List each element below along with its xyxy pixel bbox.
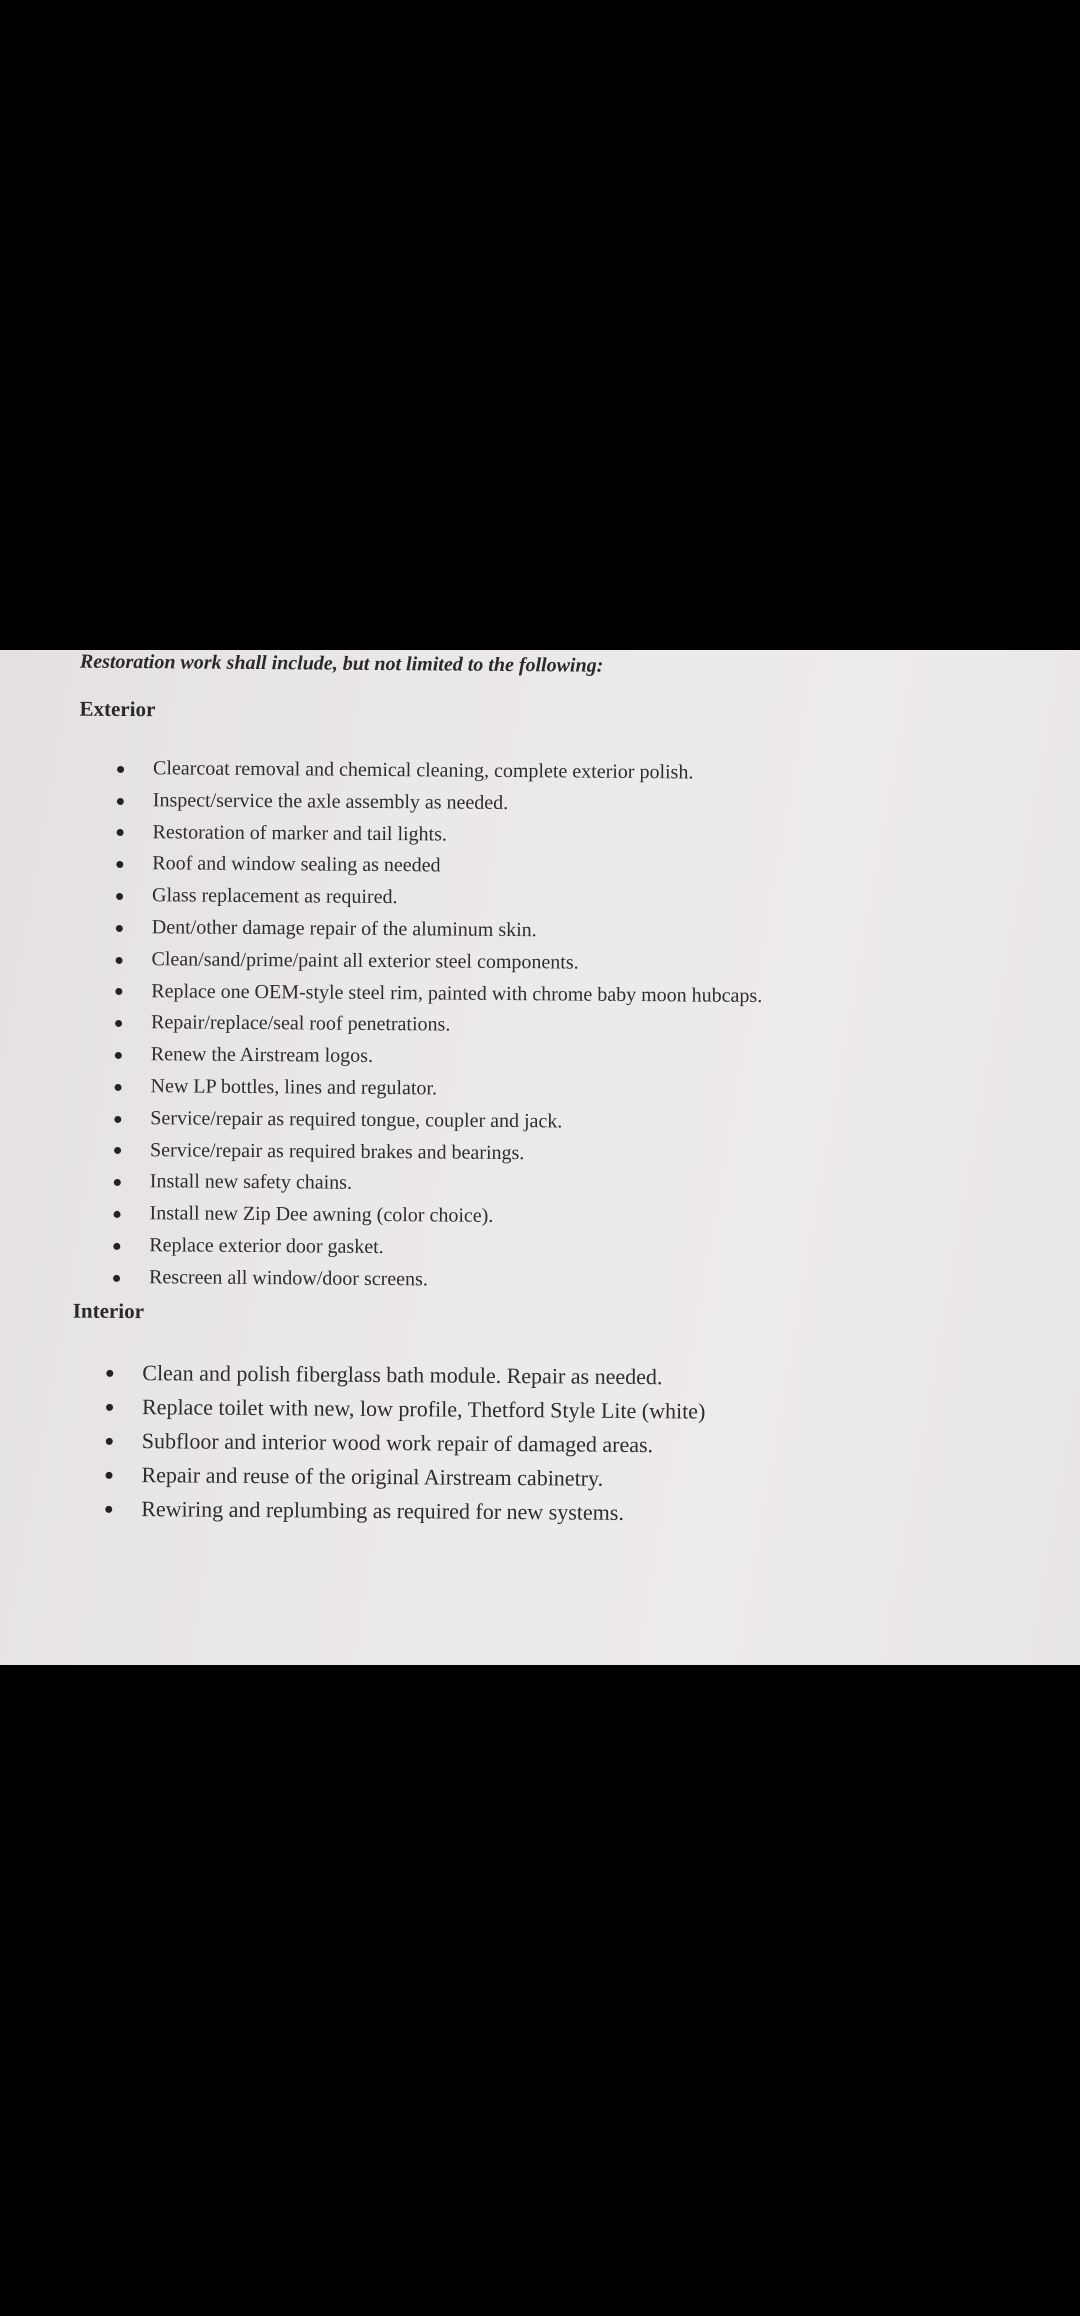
bullet-icon [114,1211,121,1218]
bullet-icon [115,1052,122,1059]
bullet-icon [114,1179,121,1186]
list-item-text: Replace one OEM-style steel rim, painted with chrome baby moon hubcaps. [151,979,763,1007]
bullet-icon [116,957,123,964]
bullet-icon [116,893,123,900]
list-item [116,848,763,885]
bullet-icon [106,1404,113,1411]
list-item [117,785,764,822]
list-item-text: Repair and reuse of the original Airstream cabinetry. [141,1462,604,1491]
bullet-icon [115,988,122,995]
bullet-icon [113,1243,120,1250]
bullet-icon [116,925,123,932]
bullet-icon [115,1084,122,1091]
bullet-icon [105,1506,112,1513]
list-item [105,1458,705,1497]
exterior-list [113,753,764,1299]
list-item [114,1103,761,1140]
interior-list [105,1356,706,1531]
list-item-text: Install new Zip Dee awning (color choice). [149,1202,494,1228]
list-item-text: Roof and window sealing as needed [152,852,441,877]
list-item [116,880,763,917]
list-item [106,1356,706,1395]
list-item-text: Install new safety chains. [149,1170,353,1195]
list-item-text: New LP bottles, lines and regulator. [150,1075,438,1100]
list-item [106,1390,706,1429]
list-item-text: Clean and polish fiberglass bath module. Repair as needed. [142,1360,663,1390]
section-heading-exterior: Exterior [79,696,156,722]
bullet-icon [113,1275,120,1282]
list-item-text: Service/repair as required brakes and bearings. [149,1138,525,1164]
list-item [115,944,762,981]
bullet-icon [114,1116,121,1123]
bullet-icon [106,1370,113,1377]
list-item-text: Repair/replace/seal roof penetrations. [150,1011,451,1036]
bullet-icon [117,798,124,805]
list-item [105,1492,705,1531]
list-item [106,1424,706,1463]
list-item-text: Service/repair as required tongue, coupler and jack. [150,1106,563,1133]
list-item-text: Renew the Airstream logos. [150,1043,374,1068]
document-photo [0,650,1080,1665]
list-item [114,1134,761,1171]
list-item-text: Clean/sand/prime/paint all exterior steel components. [151,947,579,974]
bullet-icon [116,861,123,868]
list-item-text: Rescreen all window/door screens. [148,1265,428,1291]
list-item-text: Inspect/service the axle assembly as needed. [152,789,509,814]
document-page [0,650,1080,1665]
list-item [117,753,764,790]
bullet-icon [117,829,124,836]
bullet-icon [105,1472,112,1479]
list-item [115,1007,762,1044]
section-heading-interior: Interior [72,1298,145,1324]
list-item-text: Restoration of marker and tail lights. [152,820,448,846]
intro-text: Restoration work shall include, but not limited to the following: [79,650,604,677]
list-item [113,1262,760,1299]
list-item-text: Replace exterior door gasket. [149,1234,384,1258]
list-item [114,1071,761,1108]
bullet-icon [117,766,124,773]
list-item [113,1198,760,1235]
bullet-icon [106,1438,113,1445]
list-item-text: Replace toilet with new, low profile, Thetford Style Lite (white) [141,1394,706,1424]
list-item [114,1166,761,1203]
list-item-text: Subfloor and interior wood work repair of damaged areas. [141,1428,654,1458]
bullet-icon [114,1147,121,1154]
list-item [115,1039,762,1076]
list-item [116,912,763,949]
list-item [116,817,763,854]
list-item-text: Dent/other damage repair of the aluminum skin. [151,916,537,942]
list-item-text: Glass replacement as required. [151,884,398,909]
bullet-icon [115,1020,122,1027]
list-item [113,1230,760,1267]
list-item [115,975,762,1012]
list-item-text: Clearcoat removal and chemical cleaning, complete exterior polish. [152,757,694,784]
list-item-text: Rewiring and replumbing as required for new systems. [141,1496,625,1525]
